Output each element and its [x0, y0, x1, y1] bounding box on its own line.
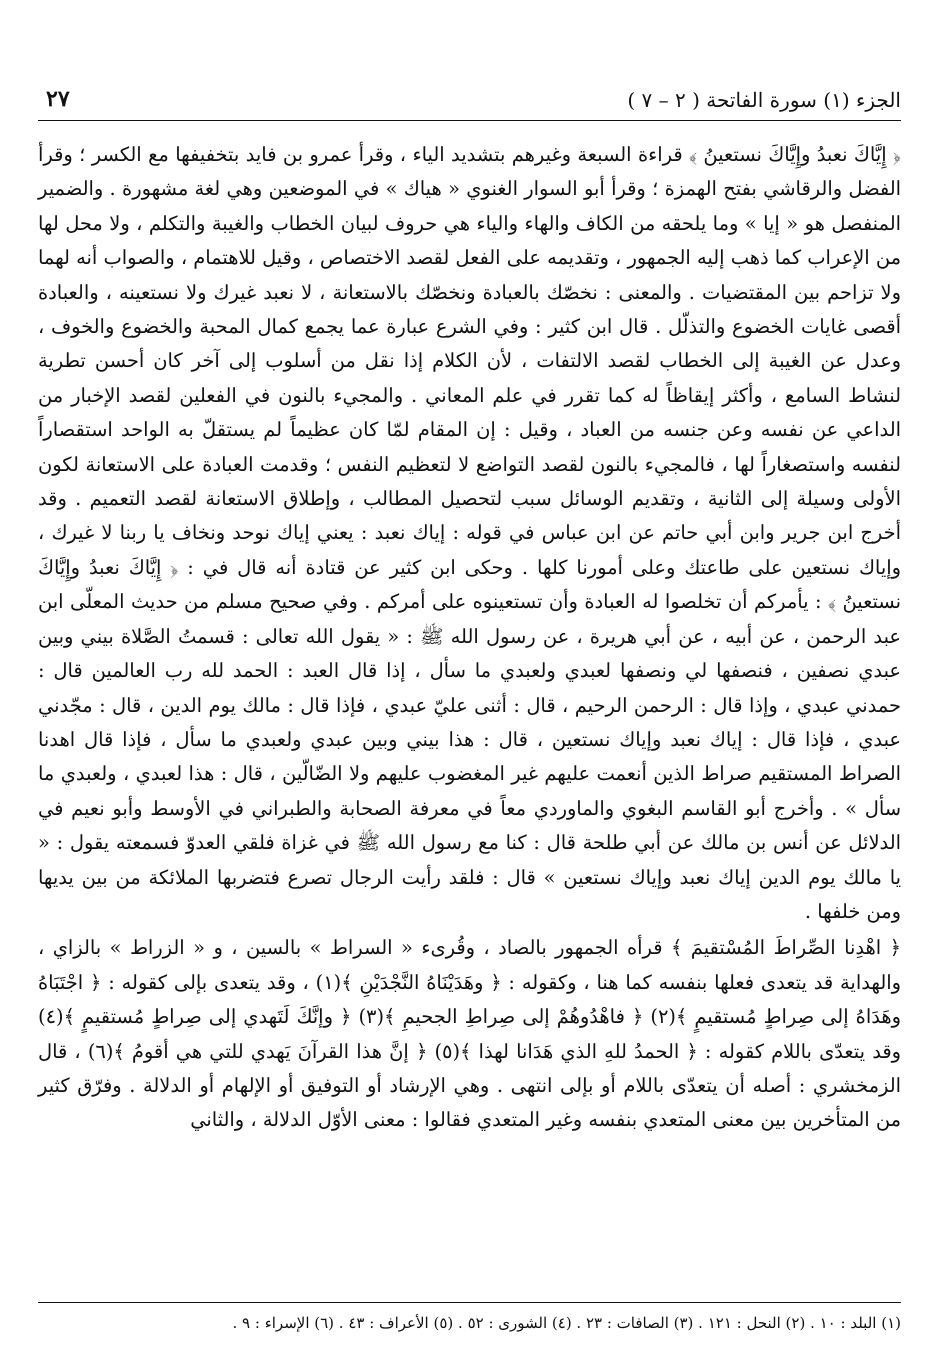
- footnote-divider: [38, 1302, 901, 1303]
- footnotes: (١) البلد : ١٠ . (٢) النحل : ١٢١ . (٣) الصافات : ٢٣ . (٤) الشورى : ٥٢ . (٥) الأعراف : ٤٣ . (٦) الإسراء : ٩ .: [232, 1314, 901, 1332]
- body-text: [38, 138, 901, 1138]
- page-number: ٢٧: [46, 86, 70, 112]
- paragraph-tafsir-iyyaka: ﴿ إِيَّاكَ نعبدُ وإِيَّاكَ نستعينُ ﴾ قراءة السبعة وغيرهم بتشديد الياء ، وقرأ عمرو بن فايد بتخفيفها مع الكسر ؛ وقرأ الفضل والرقاشي بفتح الهمزة ؛ وقرأ أبو السوار الغنوي « هياك » في الموضعين وهي لغة مشهورة . والضمير المنفصل هو « إيا » وما يلحقه من الكاف والهاء والياء هي حروف لبيان الخطاب والغيبة والتكلم ، ولا محل لها من الإعراب كما ذهب إليه الجمهور ، وتقديمه على الفعل لقصد الاختصاص ، وقيل للاهتمام ، والصواب أنه لهما ولا تزاحم بين المقتضيات . والمعنى : نخصّك بالعبادة ونخصّك بالاستعانة ، لا نعبد غيرك ولا نستعينه ، والعبادة أقصى غايات الخضوع والتذلّل . قال ابن كثير : وفي الشرع عبارة عما يجمع كمال المحبة والخضوع والخوف ، وعدل عن الغيبة إلى الخطاب لقصد الالتفات ، لأن الكلام إذا نقل من أسلوب إلى آخر كان أحسن تطرية لنشاط السامع ، وأكثر إيقاظاً له كما تقرر في علم المعاني . والمجيء بالنون في الفعلين لقصد الإخبار من الداعي عن نفسه وعن جنسه من العباد ، وقيل : إن المقام لمّا كان عظيماً لم يستقلّ به الواحد استقصاراً لنفسه واستصغاراً لها ، فالمجيء بالنون لقصد التواضع لا لتعظيم النفس ؛ وقدمت العبادة على الاستعانة لكون الأولى وسيلة إلى الثانية ، وتقديم الوسائل سبب لتحصيل المطالب ، وإطلاق الاستعانة لقصد التعميم . وقد أخرج ابن جرير وابن أبي حاتم عن ابن عباس في قوله : إياك نعبد : يعني إياك نوحد ونخاف يا ربنا لا غيرك ، وإياك نستعين على طاعتك وعلى أمورنا كلها . وحكى ابن كثير عن قتادة أنه قال في : ﴿ إِيَّاكَ نعبدُ وإِيَّاكَ نستعينُ ﴾ : يأمركم أن تخلصوا له العبادة وأن تستعينوه على أمركم . وفي صحيح مسلم من حديث المعلّى ابن عبد الرحمن ، عن أبيه ، عن أبي هريرة ، عن رسول الله ﷺ : « يقول الله تعالى : قسمتُ الصَّلاة بيني وبين عبدي نصفين ، فنصفها لي ونصفها لعبدي ولعبدي ما سأل ، إذا قال العبد : الحمد لله رب العالمين قال : حمدني عبدي ، وإذا قال : الرحمن الرحيم ، قال : أثنى عليّ عبدي ، فإذا قال : مالك يوم الدين ، قال : مجّدني عبدي ، فإذا قال : إياك نعبد وإياك نستعين ، قال : هذا بيني وبين عبدي ولعبدي ما سأل ، فإذا قال اهدنا الصراط المستقيم صراط الذين أنعمت عليهم غير المغضوب عليهم ولا الضّالّين ، قال : هذا لعبدي ، ولعبدي ما سأل » . وأخرج أبو القاسم البغوي والماوردي معاً في معرفة الصحابة والطبراني في الأوسط وأبو نعيم في الدلائل عن أنس بن مالك عن أبي طلحة قال : كنا مع رسول الله ﷺ في غزاة فلقي العدوّ فسمعته يقول : « يا مالك يوم الدين إياك نعبد وإياك نستعين » قال : فلقد رأيت الرجال تصرع فتضربها الملائكة من بين يديها ومن خلفها .: [38, 143, 902, 923]
- page-header: [38, 84, 901, 121]
- paragraph-tafsir-ihdina: ﴿ اهْدِنا الصِّراطَ المُسْتقيمَ ﴾ قرأه الجمهور بالصاد ، وقُرىء « السراط » بالسين ، و « الزراط » بالزاي ، والهداية قد يتعدى فعلها بنفسه كما هنا ، وكقوله : ﴿ وهَدَيْنَاهُ النَّجْدَيْنِ ﴾(١) ، وقد يتعدى بإلى كقوله : ﴿ اجْتَبَاهُ وهَدَاهُ إلى صِراطٍ مُستقيمٍ ﴾(٢) ﴿ فاهْدُوهُمْ إلى صِراطِ الجحيمِ ﴾(٣) ﴿ وإنَّكَ لَتَهدي إلى صِراطٍ مُستقيمٍ ﴾(٤) وقد يتعدّى باللام كقوله : ﴿ الحمدُ للهِ الذي هَدَانا لهذا ﴾(٥) ﴿ إنَّ هذا القرآنَ يَهدي للتي هي أقومُ ﴾(٦) ، قال الزمخشري : أصله أن يتعدّى باللام أو بإلى انتهى . وهي الإرشاد أو التوفيق أو الإلهام أو الدلالة . وفرّق كثير من المتأخرين بين معنى المتعدي بنفسه وغير المتعدي فقالوا : معنى الأوّل الدلالة ، والثاني: [38, 936, 902, 1132]
- running-title: الجزء (١) سورة الفاتحة ( ٢ – ٧ ): [627, 88, 901, 112]
